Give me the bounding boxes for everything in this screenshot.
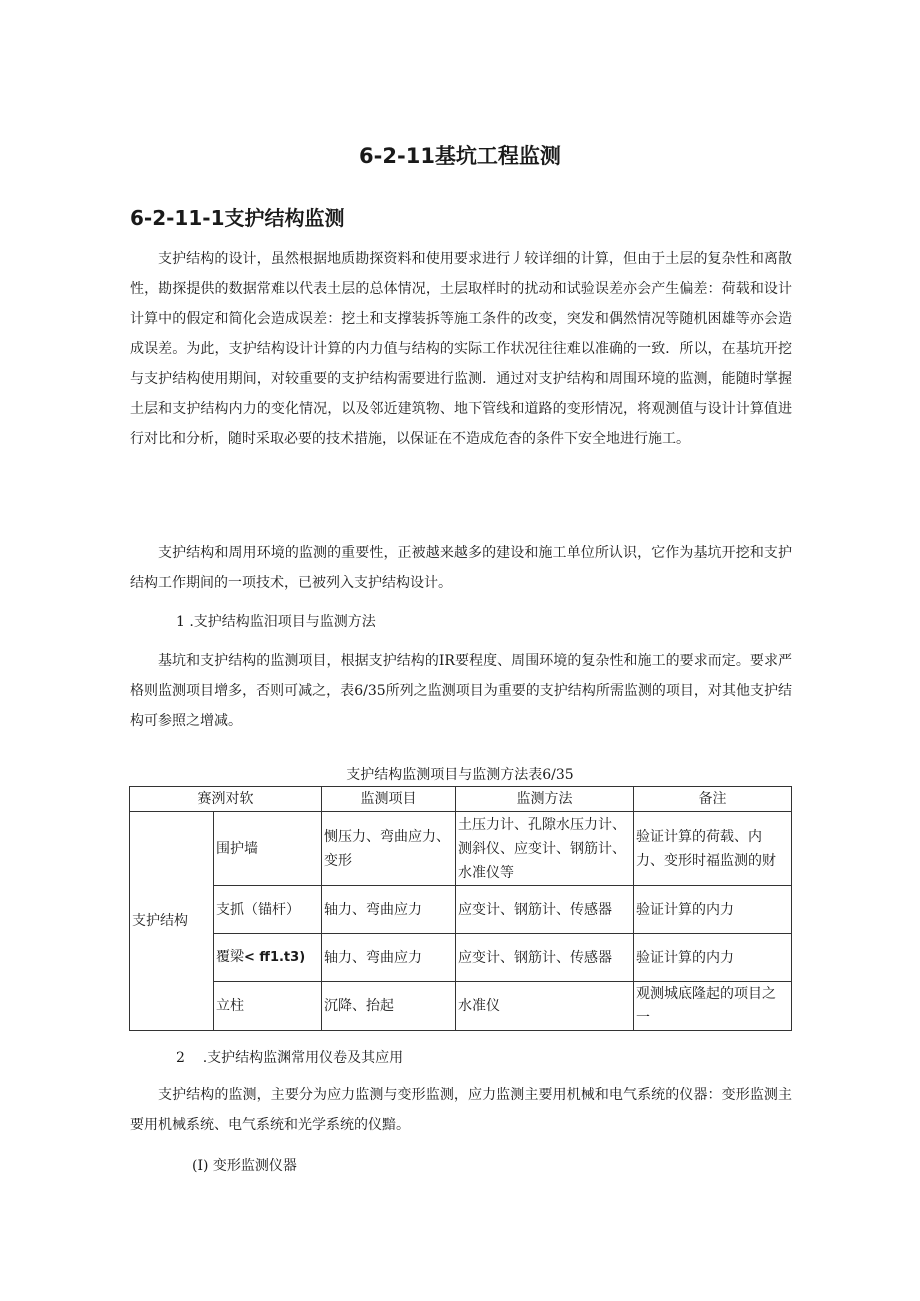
paragraph-instruments: 支护结构的监测，主要分为应力监测与变形监测，应力监测主要用机械和电气系统的仪器：变形监测主要用机械系统、电气系统和光学系统的仪黯。: [130, 1087, 792, 1133]
header-note: 备注: [634, 787, 792, 812]
table-row: [130, 812, 792, 886]
table-row: [130, 982, 792, 1031]
header-method: 监测方法: [456, 787, 634, 812]
object-cell: 立柱: [214, 982, 322, 1031]
group-cell: 支护结构: [130, 812, 214, 1031]
header-object: 赛洌对软: [130, 787, 322, 812]
note-cell: 观测城底隆起的项目之一: [634, 982, 792, 1031]
method-cell: 水准仪: [456, 982, 634, 1031]
list-item-1: 1 .支护结构监汨项目与监测方法: [176, 614, 376, 630]
method-cell: 应变计、钢筋计、传感器: [456, 934, 634, 982]
items-cell: 沉降、抬起: [322, 982, 456, 1031]
note-cell: 验证计算的内力: [634, 934, 792, 982]
object-prefix: 覆梁: [216, 949, 244, 965]
header-items: 监测项目: [322, 787, 456, 812]
items-cell: 轴力、弯曲应力: [322, 934, 456, 982]
method-cell: 土压力计、孔隙水压力计、测斜仪、应变计、钢筋计、水准仪等: [456, 812, 634, 886]
list-item-3: (I) 变形监测仪器: [192, 1158, 297, 1174]
monitoring-table: [129, 786, 792, 1031]
items-cell: 恻压力、弯曲应力、变形: [322, 812, 456, 886]
table-row: [130, 934, 792, 982]
page-title: 6-2-11基坑工程监测: [359, 144, 561, 168]
paragraph-importance: 支护结构和周用环境的监测的重要性，正被越来越多的建设和施工单位所认识，它作为基坑开挖和支护结构工作期间的一项技术，已被列入支护结构设计。: [130, 545, 792, 591]
object-cell: 支抓（锚杆）: [214, 886, 322, 934]
section-heading: 6-2-11-1支护结构监测: [130, 206, 345, 230]
method-cell: 应变计、钢筋计、传感器: [456, 886, 634, 934]
object-cell: 围护墙: [214, 812, 322, 886]
object-cell: [214, 934, 322, 982]
paragraph-projects: 基坑和支护结构的监测项目，根据支护结构的IR要程度、周围环境的复杂性和施工的要求而定。要求严格则监测项目增多，否则可减之，表6/35所列之监测项目为重要的支护结构所需监测的项目，对其他支护结构可参照之增减。: [130, 653, 792, 729]
note-cell: 验证计算的内力: [634, 886, 792, 934]
note-cell: 验证计算的荷载、内力、变形时福监测的财: [634, 812, 792, 886]
list-item-2: 2 .支护结构监渊常用仪卷及其应用: [176, 1050, 404, 1066]
paragraph-intro: 支护结构的设计，虽然根据地质勘探资料和使用要求进行丿较详细的计算，但由于土层的复杂性和离散性，勘探提供的数据常难以代表土层的总体情况，土层取样时的扰动和试验误差亦会产生偏差：荷载和设计计算中的假定和简化会造成误差：挖土和支撑装拆等施工条件的改变，突发和偶然情况等随机困雄等亦会造成误差。为此，支护结构设计计算的内力值与结构的实际工作状况往往难以准确的一致．所以，在基坑开挖与支护结构使用期间，对较重要的支护结构需要进行监测．通过对支护结构和周围环境的监测，能随时掌握土层和支护结构内力的变化情况，以及邻近建筑物、地下管线和道路的变形情况，将观测值与设计计算值进行对比和分析，随时采取必要的技术措施，以保证在不造成危杳的条件下安全地进行施工。: [130, 251, 792, 447]
items-cell: 轴力、弯曲应力: [322, 886, 456, 934]
table-header-row: [130, 787, 792, 812]
table-caption: 支护结构监测项目与监测方法表6/35: [346, 767, 574, 783]
object-suffix: < ff1.t3): [244, 950, 306, 965]
table-row: [130, 886, 792, 934]
